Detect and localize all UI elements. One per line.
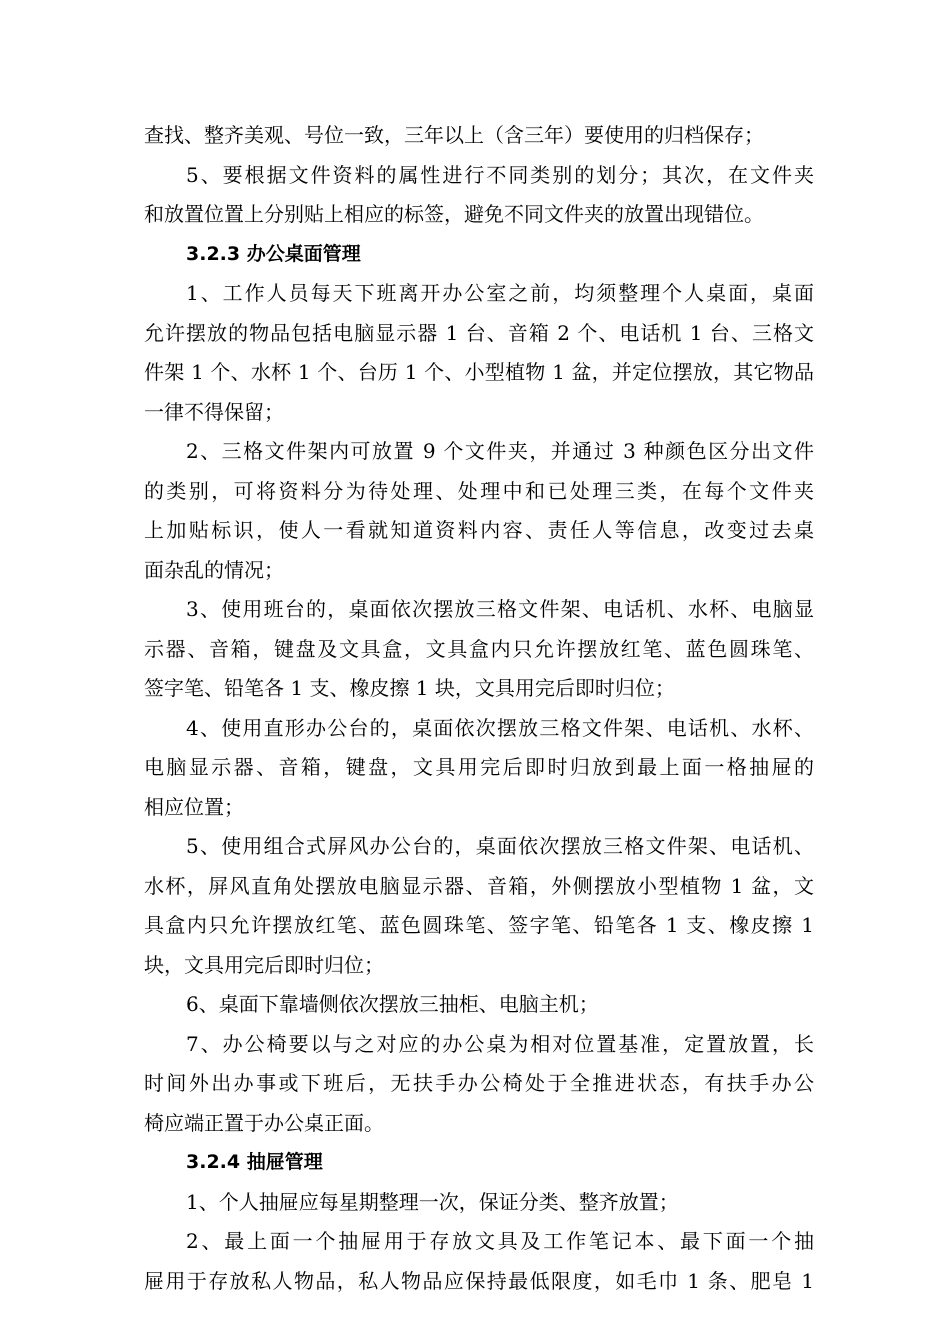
text-line: 签字笔、铅笔各 1 支、橡皮擦 1 块，文具用完后即时归位； <box>144 676 675 700</box>
text-line: 6、桌面下靠墙侧依次摆放三抽柜、电脑主机； <box>186 992 599 1016</box>
text-line: 椅应端正置于办公桌正面。 <box>144 1110 384 1135</box>
text-line: 面杂乱的情况； <box>144 557 284 582</box>
text-line: 水杯，屏风直角处摆放电脑显示器、音箱，外侧摆放小型植物 1 盆，文 <box>144 873 814 898</box>
text-line: 时间外出办事或下班后，无扶手办公椅处于全推进状态，有扶手办公 <box>144 1071 814 1095</box>
text-line: 1、工作人员每天下班离开办公室之前，均须整理个人桌面，桌面 <box>186 281 814 305</box>
text-line: 电脑显示器、音箱，键盘，文具用完后即时归放到最上面一格抽屉的 <box>144 755 814 779</box>
text-line: 上加贴标识，使人一看就知道资料内容、责任人等信息，改变过去桌 <box>144 518 814 542</box>
document-body <box>144 116 814 1301</box>
text-line: 查找、整齐美观、号位一致，三年以上（含三年）要使用的归档保存； <box>144 123 764 147</box>
text-line: 具盒内只允许摆放红笔、蓝色圆珠笔、签字笔、铅笔各 1 支、橡皮擦 1 <box>144 913 814 937</box>
text-line: 4、使用直形办公台的，桌面依次摆放三格文件架、电话机、水杯、 <box>186 715 814 740</box>
text-line: 件架 1 个、水杯 1 个、台历 1 个、小型植物 1 盆，并定位摆放，其它物品 <box>144 360 814 384</box>
text-line: 5、使用组合式屏风办公台的，桌面依次摆放三格文件架、电话机、 <box>186 834 814 858</box>
text-line: 相应位置； <box>144 794 244 819</box>
text-line: 2、三格文件架内可放置 9 个文件夹，并通过 3 种颜色区分出文件 <box>186 439 814 463</box>
text-line: 屉用于存放私人物品，私人物品应保持最低限度，如毛巾 1 条、肥皂 1 <box>144 1268 814 1293</box>
section-heading: 3.2.3 办公桌面管理 <box>186 242 361 265</box>
text-line: 3、使用班台的，桌面依次摆放三格文件架、电话机、水杯、电脑显 <box>186 597 814 621</box>
text-line: 2、最上面一个抽屉用于存放文具及工作笔记本、最下面一个抽 <box>186 1229 814 1253</box>
text-line: 示器、音箱，键盘及文具盒，文具盒内只允许摆放红笔、蓝色圆珠笔、 <box>144 636 814 661</box>
text-line: 块，文具用完后即时归位； <box>144 952 384 977</box>
text-line: 和放置位置上分别贴上相应的标签，避免不同文件夹的放置出现错位。 <box>144 202 764 226</box>
text-line: 允许摆放的物品包括电脑显示器 1 台、音箱 2 个、电话机 1 台、三格文 <box>144 320 814 345</box>
text-line: 一律不得保留； <box>144 399 284 424</box>
text-line: 5、要根据文件资料的属性进行不同类别的划分；其次，在文件夹 <box>186 162 814 187</box>
section-heading: 3.2.4 抽屉管理 <box>186 1151 323 1173</box>
text-line: 1、个人抽屉应每星期整理一次，保证分类、整齐放置； <box>186 1189 679 1214</box>
text-line: 的类别，可将资料分为待处理、处理中和已处理三类，在每个文件夹 <box>144 478 814 503</box>
text-line: 7、办公椅要以与之对应的办公桌为相对位置基准，定置放置，长 <box>186 1031 814 1056</box>
